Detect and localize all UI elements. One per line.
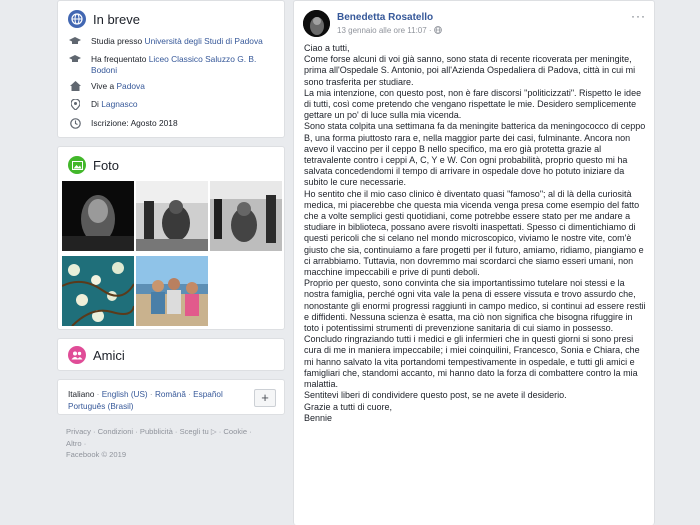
avatar[interactable] [303, 10, 330, 37]
clock-icon [68, 118, 82, 132]
post-paragraph: Proprio per questo, sono convinta che sia importantissimo tutelare noi stessi e la nostra famiglia, perché ogni vita vale la pena di essere vissuta e trovo assurdo che, nonostante gli enormi progressi raggiunti in campo medico, si continui ad essere restii e diffidenti. Nessuna scienza è esatta, ma ciò non significa che bisogna rifuggire in toto i potentissimi strumenti di prevenzione sanitaria di cui siamo in possesso. [304, 278, 646, 334]
footer-link[interactable]: Privacy [66, 427, 91, 436]
post-author[interactable]: Benedetta Rosatello [337, 12, 434, 23]
intro-lives [58, 79, 284, 97]
photo-thumbnail[interactable] [136, 256, 208, 326]
photo-thumbnail[interactable] [62, 256, 134, 326]
went-prefix: Ha frequentato [91, 54, 147, 64]
footer-link[interactable]: Altro [66, 438, 82, 448]
post-paragraph: Ciao a tutti, [304, 43, 350, 53]
intro-card [57, 0, 285, 138]
location-pin-icon [68, 99, 82, 113]
language-list: Italiano · English (US) · Română · Español Português (Brasil) [68, 390, 223, 411]
post-paragraph: Concludo ringraziando tutti i medici e gli infermieri che in questi giorni si sono presi cura di me in maniera impeccabile; i miei coinquilini, Francesco, Sonia e Chiara, che mi hanno salvato la vita portandomi tempestivamente in ospedale, e tutti gli amici e famigliari che, standomi accanto, mi hanno dato la forza di combattere contro la mia malattia. [304, 334, 640, 390]
intro-from [58, 97, 284, 116]
photo-thumbnail[interactable] [210, 181, 282, 251]
intro-study [58, 34, 284, 52]
more-options-button[interactable]: ··· [631, 9, 646, 23]
language-item: Italiano [68, 390, 95, 399]
photos-card [57, 146, 285, 330]
globe-icon [68, 10, 86, 28]
intro-joined [58, 116, 284, 135]
post-meta [337, 26, 442, 36]
study-link[interactable]: Università degli Studi di Padova [144, 36, 263, 46]
footer-link[interactable]: Cookie [223, 427, 248, 436]
footer-link[interactable]: Pubblicità [139, 427, 173, 436]
friends-card [57, 338, 285, 371]
went-link[interactable]: Liceo Classico Saluzzo G. B. Bodoni [91, 54, 257, 75]
language-item[interactable]: Română [154, 390, 186, 399]
post-paragraph: Ho sentito che il mio caso clinico è diventato quasi "famoso"; al di là della curiosità medica, mi piacerebbe che questa mia vicenda venga presa come esempio del fatto che a volte semplici gesti quotidiani, come potrebbe essere stato per me andare a studiare in biblioteca, possano avere risvolti inaspettati. Spesso ci dimentichiamo di questi pericoli che si celano nel mondo microscopico, viviamo le nostre vite, com'è giusto che sia, continuiamo a fare progetti per il futuro, amiamo, ridiamo, piangiamo e ci arrabbiamo. Tuttavia, non dovremmo mai scordarci che siamo esseri umani, non macchine impeccabili e prive di punti deboli. [304, 188, 644, 278]
friends-icon [68, 346, 86, 364]
photo-thumbnail[interactable] [62, 181, 134, 251]
from-prefix: Di [91, 99, 99, 109]
copyright: Facebook © 2019 [66, 450, 127, 459]
world-privacy-icon [434, 26, 442, 36]
add-language-button[interactable]: + [254, 389, 276, 407]
intro-went [58, 52, 284, 79]
post-paragraph: Come forse alcuni di voi già sanno, sono stata di recente ricoverata per meningite, prima all'Ospedale S. Antonio, poi all'Azienda Ospedaliera di Padova, città in cui mi sono trasferita per studiare. [304, 54, 636, 87]
photo-thumbnail[interactable] [136, 181, 208, 251]
post-paragraph: Bennie [304, 412, 333, 423]
footer-link[interactable]: Scegli tu [179, 427, 209, 436]
friends-title[interactable]: Amici [93, 347, 125, 363]
graduation-cap-icon [68, 54, 82, 67]
post-paragraph: Sono stata colpita una settimana fa da meningite batterica da meningococco di ceppo B, una forma piuttosto rara e, nella maggior parte dei casi, fulminante. Ancora non avevo il vaccino per il ceppo B nello specifico, ma ero già protetta grazie al tetravalente contro i ceppi A, C, Y e W. Con ogni probabilità, proprio questo mi ha salvata concedendomi il tempo di arrivare in ospedale dove ho potuto iniziare da subito le cure necessarie. [304, 121, 646, 188]
language-item[interactable]: Português (Brasil) [68, 402, 134, 411]
intro-title: In breve [93, 11, 140, 27]
language-item[interactable]: Español [193, 390, 223, 399]
footer-link[interactable]: Condizioni [97, 427, 134, 436]
footer: Privacy · Condizioni · Pubblicità · Scegli tu ▷ · Cookie · Altro · Facebook © 2019 [66, 427, 252, 459]
photos-title[interactable]: Foto [93, 157, 120, 173]
post-paragraph: Grazie a tutti di cuore, [304, 401, 393, 412]
from-link[interactable]: Lagnasco [101, 99, 138, 109]
language-item[interactable]: English (US) [101, 390, 148, 399]
post-paragraph: Sentitevi liberi di condividere questo post, se ne avete il desiderio. [304, 390, 567, 401]
joined-text: Iscrizione: Agosto 2018 [91, 118, 178, 128]
languages-card [57, 379, 285, 415]
home-icon [68, 81, 82, 94]
study-prefix: Studia presso [91, 36, 143, 46]
photo-icon [68, 156, 86, 174]
lives-prefix: Vive a [91, 81, 115, 91]
ad-choices-icon: ▷ [210, 427, 217, 436]
post-paragraph: La mia intenzione, con questo post, non è fare discorsi "politicizzati". Rispetto le idee di tutti, così come pretendo che vengano rispettate le mie. Desidero semplicemente gettare un po' di luce sulla mia vicenda. [304, 87, 642, 121]
graduation-cap-icon [68, 36, 82, 49]
lives-link[interactable]: Padova [116, 81, 145, 91]
post-card [293, 0, 655, 525]
post-date[interactable]: 13 gennaio alle ore 11:07 · [337, 26, 434, 35]
post-text [304, 43, 649, 424]
